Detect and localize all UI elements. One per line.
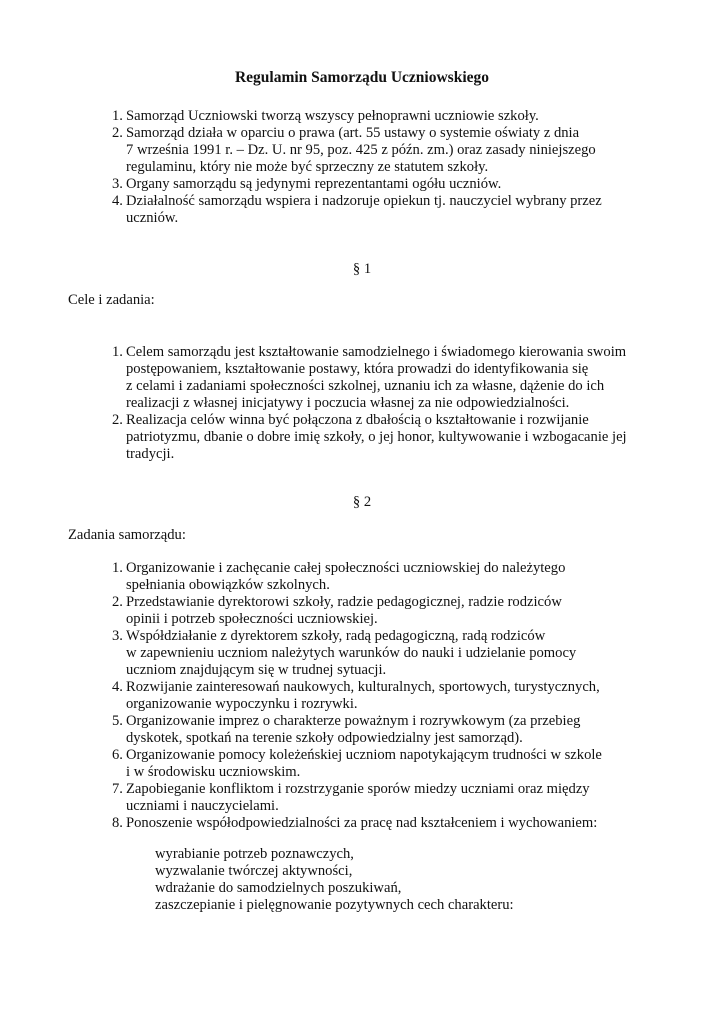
list-item-text-line: Rozwijanie zainteresowań naukowych, kulturalnych, sportowych, turystycznych, — [126, 679, 600, 695]
list-item — [112, 108, 632, 125]
list-item-text-line: i w środowisku uczniowskim. — [126, 764, 301, 780]
list-item — [112, 679, 632, 713]
list-item-text-line: Organizowanie i zachęcanie całej społeczności uczniowskiej do należytego — [126, 560, 566, 576]
list-item — [112, 747, 632, 781]
list-item — [112, 344, 632, 412]
list-item-text-line: z celami i zadaniami społeczności szkolnej, uznaniu ich za własne, dążenie do ich — [126, 378, 605, 394]
section-2-heading: Zadania samorządu: — [68, 527, 186, 543]
document-title: Regulamin Samorządu Uczniowskiego — [234, 69, 490, 86]
list-item-number: 3. — [112, 628, 123, 644]
list-item-text-line: uczniom znajdującym się w trudnej sytuacji. — [126, 662, 387, 678]
list-item-number: 3. — [112, 176, 123, 192]
list-item-text-line: Celem samorządu jest kształtowanie samodzielnego i świadomego kierowania swoim — [126, 344, 627, 360]
list-item-text-line: tradycji. — [126, 446, 175, 462]
sub-item-line: zaszczepianie i pielęgnowanie pozytywnych cech charakteru: — [155, 897, 514, 913]
list-item-text-line: Przedstawianie dyrektorowi szkoły, radzie pedagogicznej, radzie rodziców — [126, 594, 562, 610]
section-1-list — [112, 344, 632, 463]
list-item-number: 1. — [112, 344, 123, 360]
sub-item-line: wyrabianie potrzeb poznawczych, — [155, 846, 354, 862]
list-item — [112, 412, 632, 463]
list-item-text-line: uczniów. — [126, 210, 179, 226]
list-item — [112, 781, 632, 815]
list-item-text-line: 7 września 1991 r. – Dz. U. nr 95, poz. 425 z późn. zm.) oraz zasady niniejszego — [126, 142, 596, 158]
list-item-text-line: Organizowanie imprez o charakterze poważnym i rozrywkowym (za przebieg — [126, 713, 581, 729]
list-item-text-line: Współdziałanie z dyrektorem szkoły, radą pedagogiczną, radą rodziców — [126, 628, 546, 644]
list-item-number: 2. — [112, 594, 123, 610]
list-item-number: 4. — [112, 679, 123, 695]
list-item-number: 2. — [112, 412, 123, 428]
list-item — [112, 713, 632, 747]
list-item-text-line: Samorząd działa w oparciu o prawa (art. 55 ustawy o systemie oświaty z dnia — [126, 125, 580, 141]
list-item-number: 6. — [112, 747, 123, 763]
list-item — [112, 594, 632, 628]
list-item-text-line: uczniami i nauczycielami. — [126, 798, 279, 814]
section-1-mark: § 1 — [352, 261, 372, 277]
list-item-text-line: Realizacja celów winna być połączona z dbałością o kształtowanie i rozwijanie — [126, 412, 589, 428]
list-item-text-line: Ponoszenie współodpowiedzialności za pracę nad kształceniem i wychowaniem: — [126, 815, 598, 831]
list-item — [112, 125, 632, 176]
list-item-number: 2. — [112, 125, 123, 141]
section-1-heading: Cele i zadania: — [68, 292, 155, 308]
list-item-text-line: organizowanie wypoczynku i rozrywki. — [126, 696, 358, 712]
section-2-mark: § 2 — [352, 494, 372, 510]
list-item-text-line: dyskotek, spotkań na terenie szkoły odpowiedzialny jest samorząd). — [126, 730, 523, 746]
section-2-list — [112, 560, 632, 832]
list-item — [112, 560, 632, 594]
section-2-subitems — [155, 846, 514, 914]
list-item-text-line: realizacji z własnej inicjatywy i poczucia własnej za nie odpowiedzialności. — [126, 395, 570, 411]
list-item-number: 7. — [112, 781, 123, 797]
list-item-text-line: postępowaniem, kształtowanie postawy, która prowadzi do identyfikowania się — [126, 361, 589, 377]
list-item-number: 1. — [112, 108, 123, 124]
list-item-number: 8. — [112, 815, 123, 831]
list-item — [112, 193, 632, 227]
list-item-number: 5. — [112, 713, 123, 729]
list-item-text-line: opinii i potrzeb społeczności uczniowskiej. — [126, 611, 378, 627]
sub-item-line: wdrażanie do samodzielnych poszukiwań, — [155, 880, 402, 896]
list-item-number: 1. — [112, 560, 123, 576]
list-item — [112, 815, 632, 832]
list-item-text-line: Zapobieganie konfliktom i rozstrzyganie sporów miedzy uczniami oraz między — [126, 781, 590, 797]
list-item-number: 4. — [112, 193, 123, 209]
sub-item-line: wyzwalanie twórczej aktywności, — [155, 863, 353, 879]
list-item-text-line: spełniania obowiązków szkolnych. — [126, 577, 330, 593]
list-item-text-line: Organizowanie pomocy koleżeńskiej uczniom napotykającym trudności w szkole — [126, 747, 602, 763]
list-item — [112, 628, 632, 679]
list-item-text-line: patriotyzmu, dbanie o dobre imię szkoły, o jej honor, kultywowanie i wzbogacanie jej — [126, 429, 627, 445]
intro-list — [112, 108, 632, 227]
list-item-text-line: Działalność samorządu wspiera i nadzoruje opiekun tj. nauczyciel wybrany przez — [126, 193, 602, 209]
list-item-text-line: regulaminu, który nie może być sprzeczny ze statutem szkoły. — [126, 159, 489, 175]
list-item-text-line: w zapewnieniu uczniom należytych warunków do nauki i udzielanie pomocy — [126, 645, 577, 661]
list-item — [112, 176, 632, 193]
list-item-text-line: Organy samorządu są jedynymi reprezentantami ogółu uczniów. — [126, 176, 502, 192]
list-item-text-line: Samorząd Uczniowski tworzą wszyscy pełnoprawni uczniowie szkoły. — [126, 108, 539, 124]
